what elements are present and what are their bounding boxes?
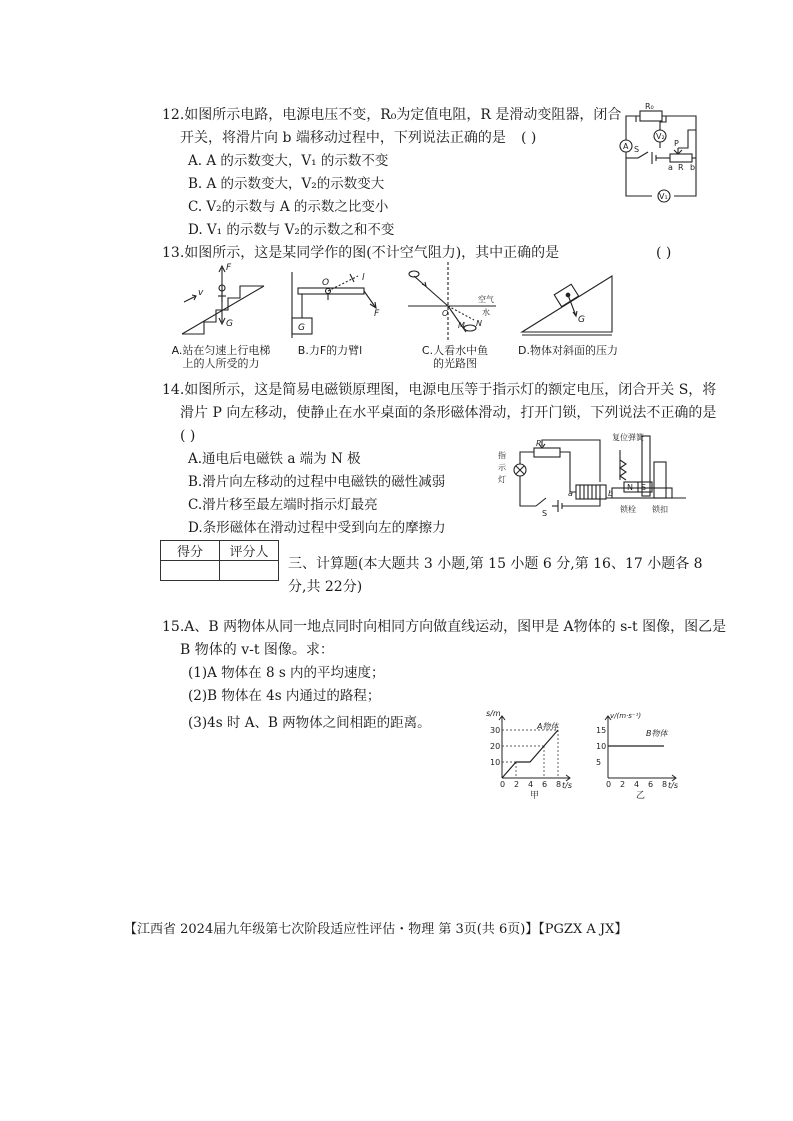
chart-yi-vt-graph [586,708,686,802]
chart-jia-series-a [502,730,558,778]
q14-option-c: C.滑片移至最左端时指示灯最亮 [188,497,378,513]
q14-label-end-b: b [608,489,614,498]
q14-label-lamp-2: 示 [498,463,506,472]
q12-circuit-diagram [612,100,704,210]
q12-label-end-b: b [690,163,696,172]
chart-yi-xtick: 8 [662,780,668,789]
q13-caption-d [510,344,626,357]
section3-heading-line1: 三、计算题(本大题共 3 小题,第 15 小题 6 分,第 16、17 小题各 8 [288,556,703,572]
q13b-label-f: F [374,309,380,319]
page-footer: 【江西省 2024届九年级第七次阶段适应性评估・物理 第 3页(共 6页)】【PGZX A JX】 [124,922,628,937]
chart-jia-xtick: 8 [556,780,562,789]
q15-stem-line1: 15.A、B 两物体从同一地点同时向相同方向做直线运动，图甲是 A物体的 s-t 图像，图乙是 [162,619,727,635]
q13-caption-a-line2: 上的人所受的力 [182,357,260,370]
chart-yi-title: 乙 [636,791,646,801]
q12-option-c: C. V₂的示数与 A 的示数之比变小 [188,199,389,215]
q12-option-d: D. V₁ 的示数与 V₂的示数之和不变 [188,222,395,238]
chart-yi-xtick: 0 [606,780,612,789]
q14-label-lamp-3: 灯 [498,475,506,484]
chart-jia-series-label: A物体 [537,722,559,731]
q12-option-b: B. A 的示数变大，V₂的示数变大 [188,176,385,192]
q12-label-switch: S [634,145,640,154]
q13b-label-g: G [298,323,305,333]
score-header-grader: 评分人 [220,541,279,561]
q14-label-switch: S [542,509,548,518]
q12-label-r0: R₀ [645,102,654,111]
q12-stem-line2: 开关，将滑片向 b 端移动过程中，下列说法正确的是 [180,130,506,146]
chart-yi-ylabel: v/(m·s⁻¹) [610,712,642,720]
chart-yi-xlabel: t/s [668,781,678,790]
q15-sub-3: (3)4s 时 A、B 两物体之间相距的距离。 [188,715,431,731]
section3-heading-line2: 分,共 22分) [288,579,363,595]
chart-yi-ytick: 5 [596,758,602,767]
chart-yi-ytick: 10 [596,742,607,751]
q13-caption-c-line2: 的光路图 [433,357,477,370]
score-cell-score[interactable] [161,561,220,581]
q13a-label-v: v [198,288,204,298]
q13-figure-c-refraction [404,262,500,342]
q14-option-d: D.条形磁体在滑动过程中受到向左的摩擦力 [188,520,446,536]
q14-label-pole-s: S [641,483,647,492]
q13-figure-d-incline [518,270,616,342]
chart-jia-ytick: 30 [490,726,501,735]
q14-label-end-a: a [568,489,573,498]
q12-label-slider-p: P [674,139,679,148]
q14-label-lamp-1: 指 [498,451,506,460]
q14-stem-line1: 14.如图所示，这是简易电磁锁原理图，电源电压等于指示灯的额定电压，闭合开关 S，将 [162,382,717,398]
chart-jia-xtick: 0 [500,780,506,789]
q14-label-spring: 复位弹簧 [612,433,644,442]
q12-label-v2: V₂ [656,132,665,141]
q14-option-a: A.通电后电磁铁 a 端为 N 极 [188,451,361,467]
chart-jia-ytick: 10 [490,758,501,767]
q14-label-bolt: 锁栓 [620,505,636,514]
q14-answer-paren: ( ) [180,428,196,444]
q14-label-slider-p: P [536,439,541,448]
q14-label-latch: 锁扣 [652,505,668,514]
q14-electromagnetic-lock-diagram [496,430,690,520]
chart-jia-xlabel: t/s [562,781,572,790]
q13-caption-c [410,344,500,370]
q12-label-ammeter: A [623,142,629,151]
chart-jia-xtick: 2 [514,780,520,789]
q13-figure-b-lever [288,268,380,340]
q12-answer-paren: ( ) [521,130,537,146]
score-header-score: 得分 [161,541,220,561]
q14-option-b: B.滑片向左移动的过程中电磁铁的磁性减弱 [188,474,446,490]
q13c-label-water: 水 [482,308,490,317]
q13-caption-a-line1: A.站在匀速上行电梯 [171,344,271,357]
q13-answer-paren: ( ) [656,245,672,261]
q14-stem-line2: 滑片 P 向左移动，使静止在水平桌面的条形磁体滑动，打开门锁，下列说法不正确的是 [180,405,717,421]
chart-yi-ytick: 15 [596,726,607,735]
q12-label-v1: V₁ [659,192,668,201]
chart-jia-ytick: 20 [490,742,501,751]
q13b-label-l: l [362,273,365,283]
q12-stem-line1: 12.如图所示电路，电源电压不变，R₀为定值电阻，R 是滑动变阻器，闭合 [162,107,622,123]
q13-caption-c-line1: C.人看水中鱼 [421,344,489,357]
q12-label-end-a: a [668,163,673,172]
q15-sub-2: (2)B 物体在 4s 内通过的路程； [188,688,381,704]
q15-stem-line2: B 物体的 v-t 图像。求： [180,642,334,658]
chart-yi-xtick: 4 [634,780,640,789]
q12-label-rheostat: R [678,163,684,172]
score-cell-grader[interactable] [220,561,279,581]
q13-figure-a-escalator [178,262,268,340]
q13-caption-a [158,344,284,370]
q13a-label-f: F [226,263,232,273]
chart-jia-st-graph [480,708,580,802]
q13c-label-air: 空气 [478,295,494,304]
score-table [160,540,279,581]
q13c-label-n: N [476,319,482,328]
q15-sub-1: (1)A 物体在 8 s 内的平均速度； [188,665,385,681]
q14-label-pole-n: N [627,483,633,492]
q13a-label-g: G [226,319,233,329]
chart-jia-xtick: 6 [542,780,548,789]
chart-yi-xtick: 6 [648,780,654,789]
q13-caption-b-line1: B.力F的力臂l [297,344,363,357]
q13-caption-b [280,344,380,357]
chart-jia-title: 甲 [530,791,540,801]
q13d-label-g: G [578,315,585,325]
chart-jia-ylabel: s/m [486,709,501,718]
q13-caption-d-line1: D.物体对斜面的压力 [518,344,618,357]
q13b-label-o: O [322,278,330,288]
chart-yi-xtick: 2 [620,780,626,789]
chart-yi-series-label: B物体 [646,729,668,738]
q12-option-a: A. A 的示数变大，V₁ 的示数不变 [188,153,389,169]
chart-jia-xtick: 4 [528,780,534,789]
q13c-label-o: O [442,309,449,318]
q13c-label-m: M [458,321,465,330]
q13-stem-line1: 13.如图所示，这是某同学作的图(不计空气阻力)，其中正确的是 [162,245,560,261]
